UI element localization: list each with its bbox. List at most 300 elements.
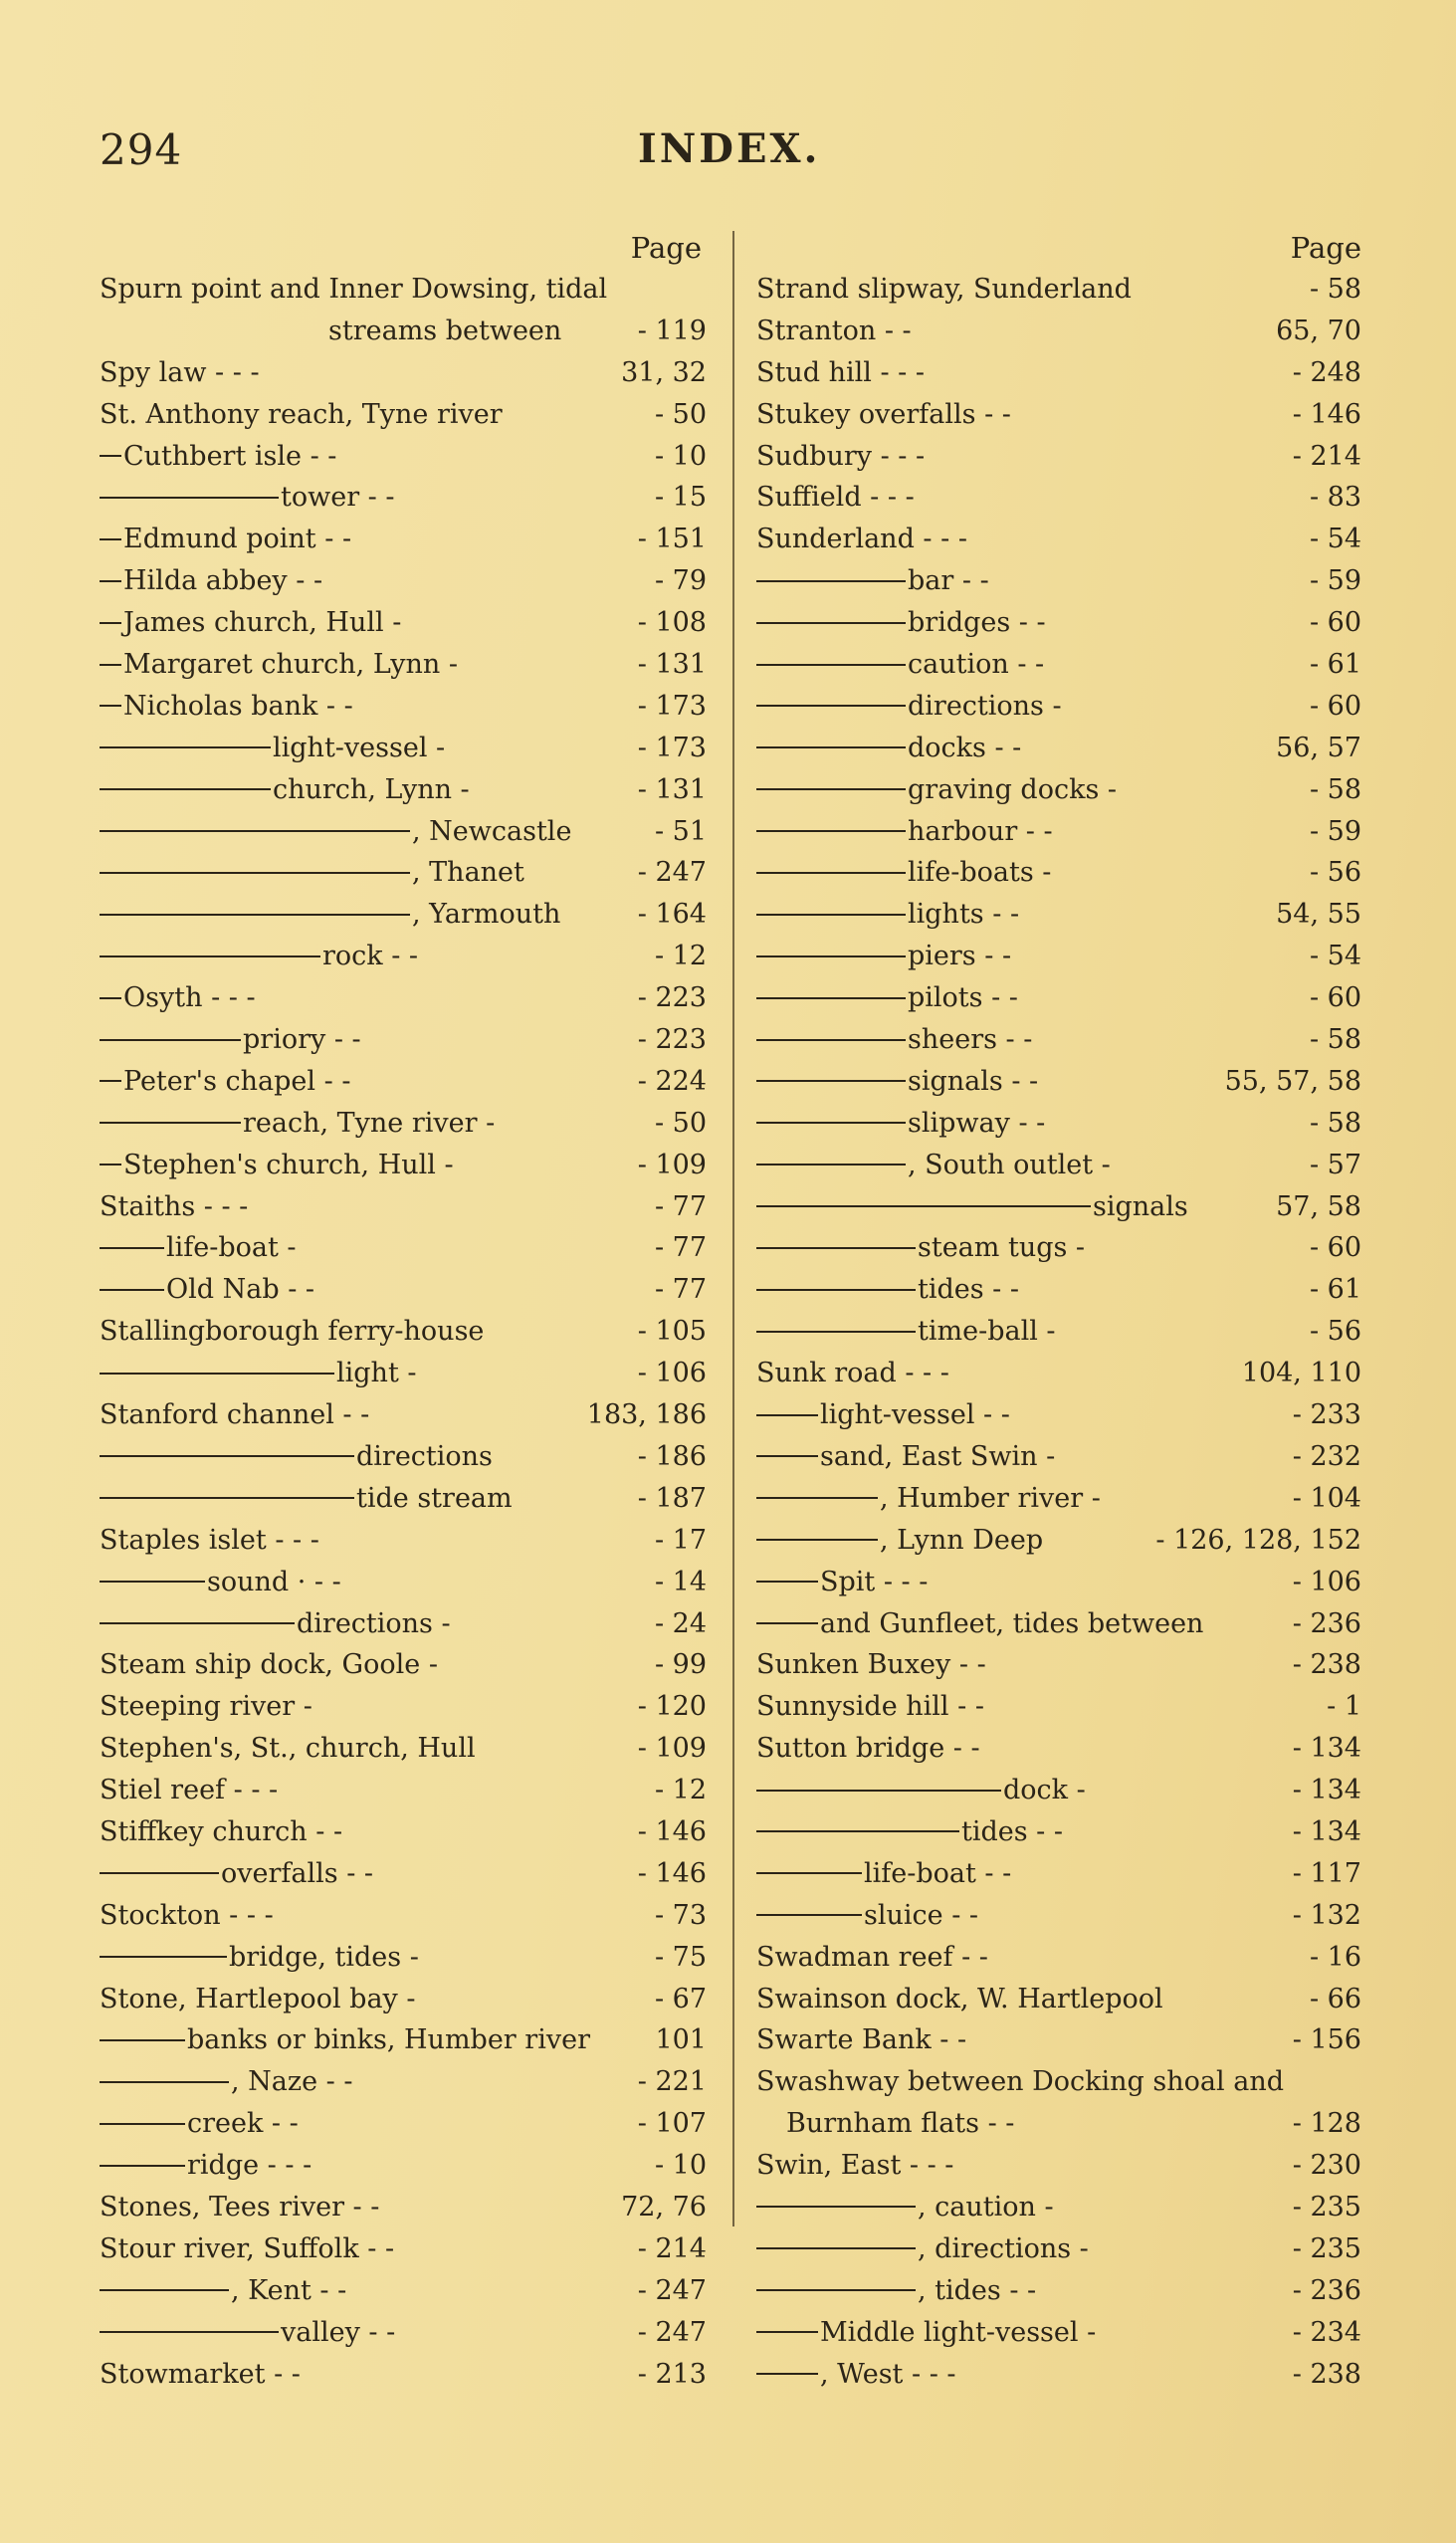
entry-page: - 107: [637, 2108, 707, 2140]
entry-text: [756, 811, 1053, 853]
entry-page: - 146: [1292, 398, 1361, 430]
entry-label: Swashway between Docking shoal and: [756, 2066, 1285, 2098]
entry-page: - 247: [637, 857, 707, 889]
entry-text: [756, 1353, 949, 1394]
entry-text: [756, 560, 989, 602]
entry-label: , Humber river -: [880, 1482, 1101, 1514]
index-entry: [756, 1436, 1361, 1478]
entry-label: Sunderland - - -: [756, 524, 967, 555]
entry-text: [756, 1436, 1055, 1478]
entry-label: creek - -: [187, 2108, 299, 2140]
entry-page: - 77: [654, 1274, 707, 1306]
index-entry: [756, 1603, 1361, 1645]
entry-text: [756, 769, 1117, 811]
page-column-label: Page: [630, 231, 702, 265]
entry-label: , directions -: [918, 2232, 1089, 2264]
entry-label: , tides - -: [918, 2274, 1037, 2306]
index-entry: [100, 1979, 707, 2020]
entry-page: - 59: [1309, 565, 1361, 597]
ditto-dash: [756, 1331, 916, 1333]
index-entry: [756, 1019, 1361, 1061]
entry-label: directions: [356, 1440, 493, 1472]
entry-text: [100, 1269, 314, 1311]
entry-page: - 233: [1292, 1399, 1361, 1431]
entry-label: , caution -: [918, 2191, 1054, 2223]
ditto-dash: [100, 2331, 279, 2333]
ditto-dash: [100, 1497, 354, 1499]
ditto-dash: [100, 1622, 295, 1624]
page-number: 294: [100, 125, 183, 174]
entry-label: Stowmarket - -: [100, 2358, 301, 2390]
ditto-dash: [100, 788, 271, 790]
entry-text: [100, 1686, 312, 1728]
index-entry: [100, 2187, 707, 2228]
entry-label: Spy law - - -: [100, 356, 260, 388]
index-entry: [100, 1895, 707, 1937]
entry-label: Hilda abbey - -: [123, 565, 323, 597]
entry-label: tides - -: [918, 1274, 1020, 1306]
entry-label: Burnham flats - -: [786, 2108, 1015, 2140]
entry-text: [100, 477, 395, 519]
index-entry: [100, 1145, 707, 1186]
index-entry: [100, 1937, 707, 1979]
entry-page: - 83: [1309, 482, 1361, 514]
ditto-dash: [756, 1164, 906, 1166]
index-entry: [756, 1811, 1361, 1853]
entry-page: - 77: [654, 1190, 707, 1222]
entry-page: - 61: [1309, 1274, 1361, 1306]
entry-text: [756, 2061, 1284, 2103]
index-entry: [100, 1728, 707, 1770]
index-entry: [100, 1520, 707, 1562]
entry-label: Stour river, Suffolk - -: [100, 2232, 395, 2264]
ditto-dash: [756, 1830, 959, 1832]
ditto-dash: [100, 1289, 164, 1291]
entry-page: - 104: [1292, 1482, 1361, 1514]
entry-page: - 120: [637, 1691, 707, 1723]
entry-page: - 17: [654, 1524, 707, 1556]
index-entry: [756, 811, 1361, 853]
entry-text: [756, 644, 1044, 686]
entry-text: [756, 1728, 980, 1770]
entry-label: Stallingborough ferry-house: [100, 1316, 485, 1348]
entry-label: life-boat - -: [864, 1857, 1012, 1889]
entry-label: bridges - -: [908, 607, 1046, 639]
entry-label: Middle light-vessel -: [820, 2316, 1097, 2348]
entry-text: [756, 2187, 1054, 2228]
entry-text: [756, 2312, 1096, 2354]
ditto-dash: [100, 1039, 241, 1041]
entry-text: [100, 519, 351, 560]
entry-text: [756, 1686, 984, 1728]
entry-text: [756, 1853, 1011, 1895]
entry-label: St. Anthony reach, Tyne river: [100, 398, 503, 430]
index-entry: [756, 1770, 1361, 1811]
entry-page: - 16: [1309, 1941, 1361, 1973]
entry-page: - 146: [637, 1857, 707, 1889]
entry-text: [756, 2270, 1036, 2312]
entry-page: - 15: [654, 482, 707, 514]
entry-text: [100, 2145, 312, 2187]
column-header: [100, 231, 707, 269]
entry-label: sand, East Swin -: [820, 1440, 1056, 1472]
index-column-right: [756, 231, 1361, 2395]
index-entry: [756, 1353, 1361, 1394]
entry-page: - 164: [637, 899, 707, 931]
entry-page: 55, 57, 58: [1224, 1065, 1361, 1097]
ditto-dash: [756, 705, 906, 707]
index-entry: [756, 394, 1361, 436]
index-entry: [100, 560, 707, 602]
entry-label: , Naze - -: [231, 2066, 353, 2098]
index-entry: [100, 1227, 707, 1269]
entry-page: 72, 76: [621, 2191, 707, 2223]
ditto-dash: [756, 1039, 906, 1041]
entry-text: [756, 311, 912, 352]
entry-page: - 75: [654, 1941, 707, 1973]
entry-label: valley - -: [281, 2316, 396, 2348]
entry-label: Osyth - - -: [123, 982, 256, 1014]
entry-label: priory - -: [243, 1024, 361, 1056]
entry-label: , Newcastle: [412, 815, 572, 847]
index-entry: [100, 728, 707, 769]
ditto-dash: [100, 830, 410, 832]
entry-page: - 235: [1292, 2232, 1361, 2264]
entry-page: - 223: [637, 1024, 707, 1056]
entry-label: signals - -: [908, 1065, 1039, 1097]
index-entry: [100, 1478, 707, 1520]
entry-label: bar - -: [908, 565, 989, 597]
index-entry: [100, 1019, 707, 1061]
ditto-dash: [756, 955, 906, 957]
entry-label: tides - -: [961, 1815, 1064, 1847]
entry-page: - 14: [654, 1566, 707, 1597]
ditto-dash: [100, 497, 279, 499]
entry-text: [100, 2354, 301, 2396]
ditto-dash: [100, 1080, 121, 1082]
entry-page: - 56: [1309, 857, 1361, 889]
entry-page: 56, 57: [1276, 732, 1361, 763]
entry-page: 104, 110: [1241, 1358, 1361, 1389]
entry-text: [756, 1895, 978, 1937]
index-entry: [756, 352, 1361, 394]
entry-text: [756, 977, 1018, 1019]
index-entry: [100, 1853, 707, 1895]
ditto-dash: [756, 1455, 818, 1457]
entry-page: 183, 186: [586, 1399, 707, 1431]
entry-page: - 134: [1292, 1733, 1361, 1765]
entry-text: [100, 728, 445, 769]
entry-label: Peter's chapel - -: [123, 1065, 351, 1097]
index-entry: [100, 686, 707, 728]
index-entry: [100, 977, 707, 1019]
entry-text: [100, 1937, 419, 1979]
entry-page: - 134: [1292, 1815, 1361, 1847]
entry-text: [100, 1353, 417, 1394]
ditto-dash: [100, 664, 121, 666]
index-entry: [100, 1394, 707, 1436]
entry-text: [100, 1436, 493, 1478]
index-entry: [756, 519, 1361, 560]
index-entry: [756, 1311, 1361, 1353]
ditto-dash: [756, 580, 906, 582]
entry-page: - 223: [637, 982, 707, 1014]
index-entry: [756, 1686, 1361, 1728]
entry-page: - 109: [637, 1733, 707, 1765]
index-entry: [756, 1103, 1361, 1145]
index-entry: [756, 2103, 1361, 2145]
entry-label: , Yarmouth: [412, 899, 561, 931]
ditto-dash: [100, 2039, 185, 2041]
entry-page: - 106: [637, 1358, 707, 1389]
entry-page: - 60: [1309, 1232, 1361, 1264]
index-entry: [100, 1269, 707, 1311]
entry-label: Stones, Tees river - -: [100, 2191, 380, 2223]
entry-page: - 187: [637, 1482, 707, 1514]
index-entry: [100, 2270, 707, 2312]
entry-text: [756, 519, 967, 560]
index-entry: [100, 602, 707, 644]
entry-page: - 230: [1292, 2150, 1361, 2182]
entry-label: Steeping river -: [100, 1691, 312, 1723]
entry-page: - 236: [1292, 2274, 1361, 2306]
entry-page: - 134: [1292, 1775, 1361, 1806]
ditto-dash: [756, 1289, 916, 1291]
index-entry: [756, 1728, 1361, 1770]
entry-page: - 109: [637, 1149, 707, 1180]
index-entry: [756, 1644, 1361, 1686]
index-entry: [756, 436, 1361, 478]
index-entry: [756, 728, 1361, 769]
ditto-dash: [756, 1414, 818, 1416]
index-entry: [100, 2145, 707, 2187]
entry-text: [100, 2270, 346, 2312]
entry-label: Swainson dock, W. Hartlepool: [756, 1983, 1163, 2014]
index-entry: [756, 1937, 1361, 1979]
entry-label: Cuthbert isle - -: [123, 440, 337, 472]
index-entry: [100, 936, 707, 977]
entry-page: - 10: [654, 2150, 707, 2182]
index-entry: [100, 1811, 707, 1853]
entry-text: [100, 1520, 319, 1562]
entry-label: Stephen's church, Hull -: [123, 1149, 454, 1180]
index-entry: [756, 1394, 1361, 1436]
index-entry: [100, 1436, 707, 1478]
entry-label: Stiffkey church - -: [100, 1815, 343, 1847]
entry-text: [100, 352, 260, 394]
ditto-dash: [100, 1122, 241, 1124]
index-entry: [100, 1311, 707, 1353]
ditto-dash: [100, 2289, 229, 2291]
entry-label: Nicholas bank - -: [123, 690, 353, 722]
entry-label: Edmund point - -: [123, 524, 352, 555]
ditto-dash: [100, 1956, 227, 1958]
ditto-dash: [756, 2373, 818, 2375]
ditto-dash: [756, 1914, 862, 1916]
entry-text: [100, 977, 256, 1019]
entry-page: - 79: [654, 565, 707, 597]
entry-text: [100, 769, 470, 811]
ditto-dash: [100, 1247, 164, 1249]
entry-text: [100, 2061, 353, 2103]
ditto-dash: [100, 705, 121, 707]
index-entry: [100, 852, 707, 894]
entry-text: [100, 2228, 394, 2270]
ditto-dash: [100, 746, 271, 748]
ditto-dash: [756, 1205, 1091, 1207]
entry-label: Stone, Hartlepool bay -: [100, 1983, 416, 2014]
entry-text: [100, 936, 418, 977]
entry-page: - 58: [1309, 274, 1361, 305]
entry-text: [100, 2312, 395, 2354]
entry-page: - 58: [1309, 1107, 1361, 1139]
entry-label: , Thanet: [412, 857, 524, 889]
index-entry: [756, 1227, 1361, 1269]
entry-label: time-ball -: [918, 1316, 1056, 1348]
entry-page: - 1: [1327, 1691, 1361, 1723]
ditto-dash: [756, 2247, 916, 2249]
ditto-dash: [100, 1872, 219, 1874]
index-entry: [756, 1061, 1361, 1103]
entry-label: docks - -: [908, 732, 1022, 763]
entry-page: - 59: [1309, 815, 1361, 847]
index-entry: [756, 1853, 1361, 1895]
entry-label: bridge, tides -: [229, 1941, 419, 1973]
entry-text: [756, 894, 1019, 936]
index-entry: [756, 1145, 1361, 1186]
entry-text: [756, 1937, 988, 1979]
entry-page: - 214: [1292, 440, 1361, 472]
index-entry: [100, 2312, 707, 2354]
entry-text: [100, 560, 322, 602]
entry-label: Old Nab - -: [166, 1274, 315, 1306]
entry-page: - 58: [1309, 1024, 1361, 1056]
entry-text: [100, 1311, 484, 1353]
entry-text: [756, 1311, 1056, 1353]
ditto-dash: [756, 1581, 818, 1583]
entry-label: sluice - -: [864, 1899, 979, 1931]
entry-text: [100, 1186, 248, 1228]
entry-label: Swarte Bank - -: [756, 2024, 967, 2056]
entry-text: [756, 1979, 1163, 2020]
index-entry: [756, 2312, 1361, 2354]
entry-label: James church, Hull -: [123, 607, 402, 639]
entry-label: life-boats -: [908, 857, 1052, 889]
entry-text: [100, 1728, 476, 1770]
entry-page: - 238: [1292, 2358, 1361, 2390]
entry-page: - 119: [637, 315, 707, 346]
entry-label: life-boat -: [166, 1232, 297, 1264]
entry-label: banks or binks, Humber river: [187, 2024, 590, 2056]
entry-page: - 156: [1292, 2024, 1361, 2056]
index-entry: [756, 977, 1361, 1019]
entry-label: Spurn point and Inner Dowsing, tidal: [100, 274, 608, 305]
entry-page: 101: [655, 2024, 707, 2056]
index-entry: [756, 936, 1361, 977]
ditto-dash: [756, 1622, 818, 1624]
entry-label: Stockton - - -: [100, 1899, 274, 1931]
entry-label: directions -: [908, 690, 1062, 722]
entry-text: [786, 2103, 1014, 2145]
entry-page: - 54: [1309, 524, 1361, 555]
entry-label: sheers - -: [908, 1024, 1033, 1056]
entry-label: , South outlet -: [908, 1149, 1111, 1180]
index-entry: [756, 560, 1361, 602]
entry-text: [100, 1103, 495, 1145]
entry-text: [100, 894, 560, 936]
entry-page: 54, 55: [1276, 899, 1361, 931]
entry-text: [328, 311, 561, 352]
entry-label: caution - -: [908, 649, 1045, 681]
entry-label: Stephen's, St., church, Hull: [100, 1733, 476, 1765]
entry-page: - 10: [654, 440, 707, 472]
ditto-dash: [756, 1790, 1001, 1792]
entry-page: - 58: [1309, 773, 1361, 805]
entry-page: 31, 32: [621, 356, 707, 388]
entry-page: - 173: [637, 732, 707, 763]
entry-text: [100, 852, 524, 894]
entry-label: Sunk road - - -: [756, 1358, 949, 1389]
entry-page: 57, 58: [1276, 1190, 1361, 1222]
entry-label: light-vessel - -: [820, 1399, 1010, 1431]
entry-label: lights - -: [908, 899, 1020, 931]
entry-page: - 128: [1292, 2108, 1361, 2140]
entry-label: signals: [1093, 1190, 1188, 1222]
entry-page: - 77: [654, 1232, 707, 1264]
entry-page: - 186: [637, 1440, 707, 1472]
index-entry: [100, 1061, 707, 1103]
index-entry: [756, 1562, 1361, 1603]
entry-text: [756, 2019, 966, 2061]
index-entry: [100, 394, 707, 436]
index-entry: [100, 352, 707, 394]
entry-label: directions -: [297, 1607, 451, 1639]
entry-text: [100, 1019, 361, 1061]
ditto-dash: [100, 1455, 354, 1457]
entry-label: Stanford channel - -: [100, 1399, 370, 1431]
entry-text: [100, 2187, 379, 2228]
index-entry: [100, 769, 707, 811]
entry-page: - 131: [637, 649, 707, 681]
entry-text: [756, 1603, 1203, 1645]
entry-label: sound · - -: [207, 1566, 341, 1597]
entry-label: rock - -: [322, 941, 419, 972]
entry-text: [756, 394, 1011, 436]
entry-text: [756, 852, 1051, 894]
entry-text: [756, 1644, 986, 1686]
entry-page: - 57: [1309, 1149, 1361, 1180]
entry-page: - 236: [1292, 1607, 1361, 1639]
entry-page: - 50: [654, 398, 707, 430]
entry-text: [100, 1061, 350, 1103]
entry-page: - 60: [1309, 690, 1361, 722]
index-entry: [100, 2354, 707, 2396]
entry-page: - 247: [637, 2316, 707, 2348]
index-entry: [100, 519, 707, 560]
ditto-dash: [100, 2165, 185, 2167]
column-divider: [732, 231, 734, 2226]
entry-label: light -: [336, 1358, 417, 1389]
entry-text: [100, 1145, 454, 1186]
page-column-label: Page: [1290, 231, 1361, 265]
index-entry: [756, 602, 1361, 644]
entry-text: [100, 2019, 590, 2061]
entry-page: - 235: [1292, 2191, 1361, 2223]
entry-page: - 73: [654, 1899, 707, 1931]
ditto-dash: [756, 622, 906, 624]
ditto-dash: [100, 955, 320, 957]
ditto-dash: [100, 455, 121, 457]
